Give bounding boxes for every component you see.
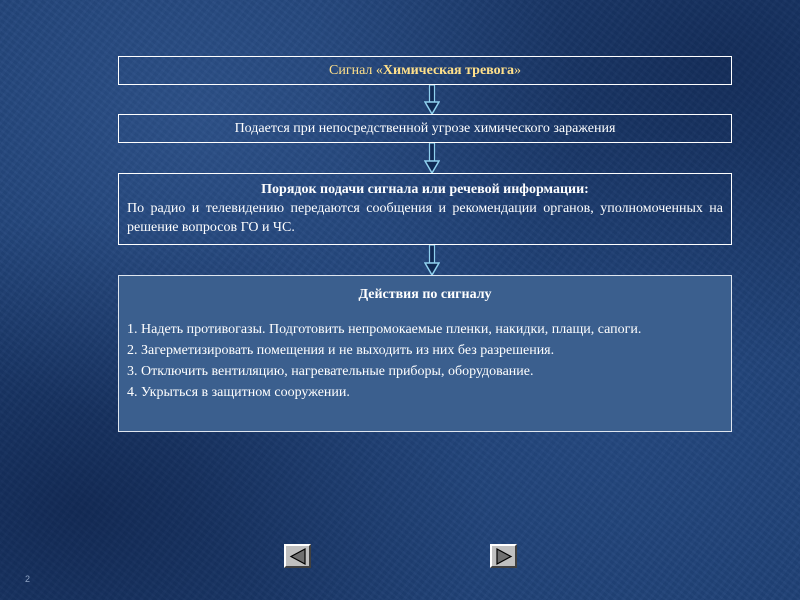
signal-title-prefix: Сигнал « (329, 62, 383, 78)
action-item: 4. Укрыться в защитном сооружении. (127, 385, 350, 400)
triangle-left-icon (289, 548, 307, 565)
down-arrow-icon (424, 245, 440, 276)
signal-title-suffix: » (513, 62, 521, 78)
actions-heading: Действия по сигналу (358, 287, 492, 302)
signal-title-box (118, 56, 732, 85)
triangle-right-icon (495, 548, 513, 565)
slide-number: 2 (25, 574, 31, 584)
previous-slide-button[interactable] (284, 544, 311, 568)
signal-condition-text: Подается при непосредственной угрозе химического заражения (234, 120, 616, 136)
signal-condition-box (118, 114, 732, 143)
down-arrow-icon (424, 85, 440, 115)
procedure-text: По радио и телевидению передаются сообщения и рекомендации органов, уполномоченных на решение вопросов ГО и ЧС. (127, 201, 723, 235)
down-arrow-icon (424, 143, 440, 174)
action-item: 3. Отключить вентиляцию, нагревательные приборы, оборудование. (127, 364, 534, 379)
action-item: 1. Надеть противогазы. Подготовить непромокаемые пленки, накидки, плащи, сапоги. (127, 322, 642, 337)
signal-procedure-box (118, 173, 732, 245)
signal-actions-box (118, 275, 732, 432)
next-slide-button[interactable] (490, 544, 517, 568)
action-item: 2. Загерметизировать помещения и не выходить из них без разрешения. (127, 343, 555, 358)
procedure-heading: Порядок подачи сигнала или речевой информации: (261, 182, 589, 197)
signal-title-name: Химическая тревога (382, 62, 514, 78)
